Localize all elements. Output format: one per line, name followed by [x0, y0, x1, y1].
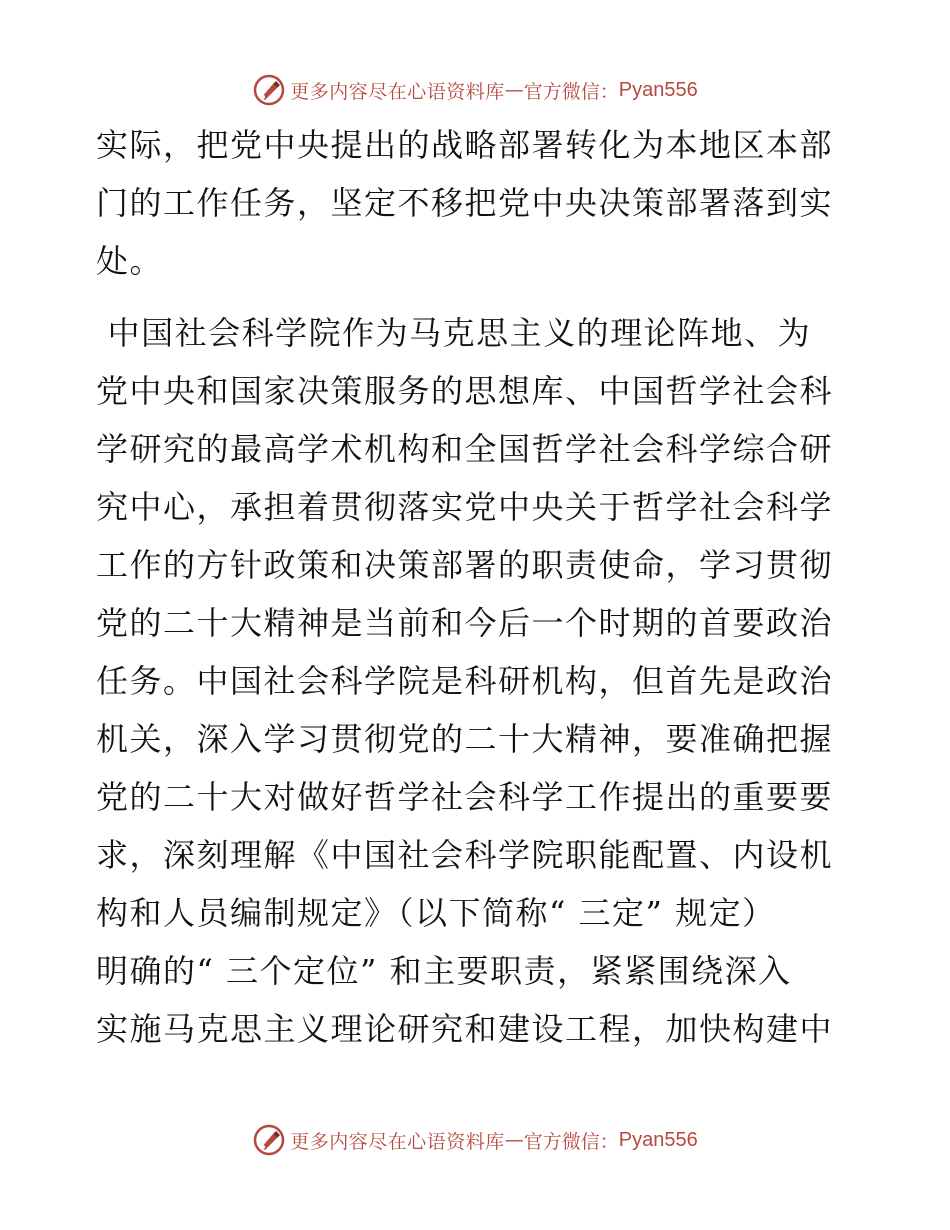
- text-line: 实施马克思主义理论研究和建设工程，加快构建中: [96, 1010, 834, 1048]
- wechat-label: 官方微信：: [523, 80, 619, 103]
- header-banner: [0, 68, 950, 112]
- text-line: 中国社会科学院作为马克思主义的理论阵地、为: [96, 314, 812, 352]
- text-line: 实际，把党中央提出的战略部署转化为本地区本部: [96, 126, 834, 164]
- text-line: 任务。中国社会科学院是科研机构，但首先是政治: [96, 662, 834, 700]
- text-line: 构和人员编制规定》（以下简称“ 三定” 规定）: [96, 894, 776, 932]
- text-line: 究中心，承担着贯彻落实党中央关于哲学社会科学: [96, 488, 834, 526]
- banner-separator: —: [504, 1129, 524, 1151]
- banner-text: 更多内容尽在心语资料库: [290, 1130, 505, 1153]
- text-line: 工作的方针政策和决策部署的职责使命，学习贯彻: [96, 546, 834, 584]
- footer-banner: [0, 1118, 950, 1162]
- text-line: 处。: [96, 242, 164, 280]
- text-line: 党的二十大精神是当前和今后一个时期的首要政治: [96, 604, 834, 642]
- text-line: 求，深刻理解《中国社会科学院职能配置、内设机: [96, 836, 834, 874]
- text-line: 党的二十大对做好哲学社会科学工作提出的重要要: [96, 778, 834, 816]
- text-line: 门的工作任务，坚定不移把党中央决策部署落到实: [96, 184, 834, 222]
- text-line: 明确的“ 三个定位” 和主要职责，紧紧围绕深入: [96, 952, 792, 990]
- text-line: 党中央和国家决策服务的思想库、中国哲学社会科: [96, 372, 834, 410]
- paragraph: [96, 304, 852, 1058]
- pen-logo-icon: [252, 1123, 286, 1157]
- paragraph: [96, 116, 852, 290]
- banner-separator: —: [504, 79, 524, 101]
- text-line: 学研究的最高学术机构和全国哲学社会科学综合研: [96, 430, 834, 468]
- document-body: [96, 116, 852, 1058]
- wechat-id: Pyan556: [618, 78, 698, 101]
- text-line: 机关，深入学习贯彻党的二十大精神，要准确把握: [96, 720, 834, 758]
- pen-logo-icon: [252, 73, 286, 107]
- wechat-label: 官方微信：: [523, 1130, 619, 1153]
- wechat-id: Pyan556: [618, 1128, 698, 1151]
- banner-text: 更多内容尽在心语资料库: [290, 80, 505, 103]
